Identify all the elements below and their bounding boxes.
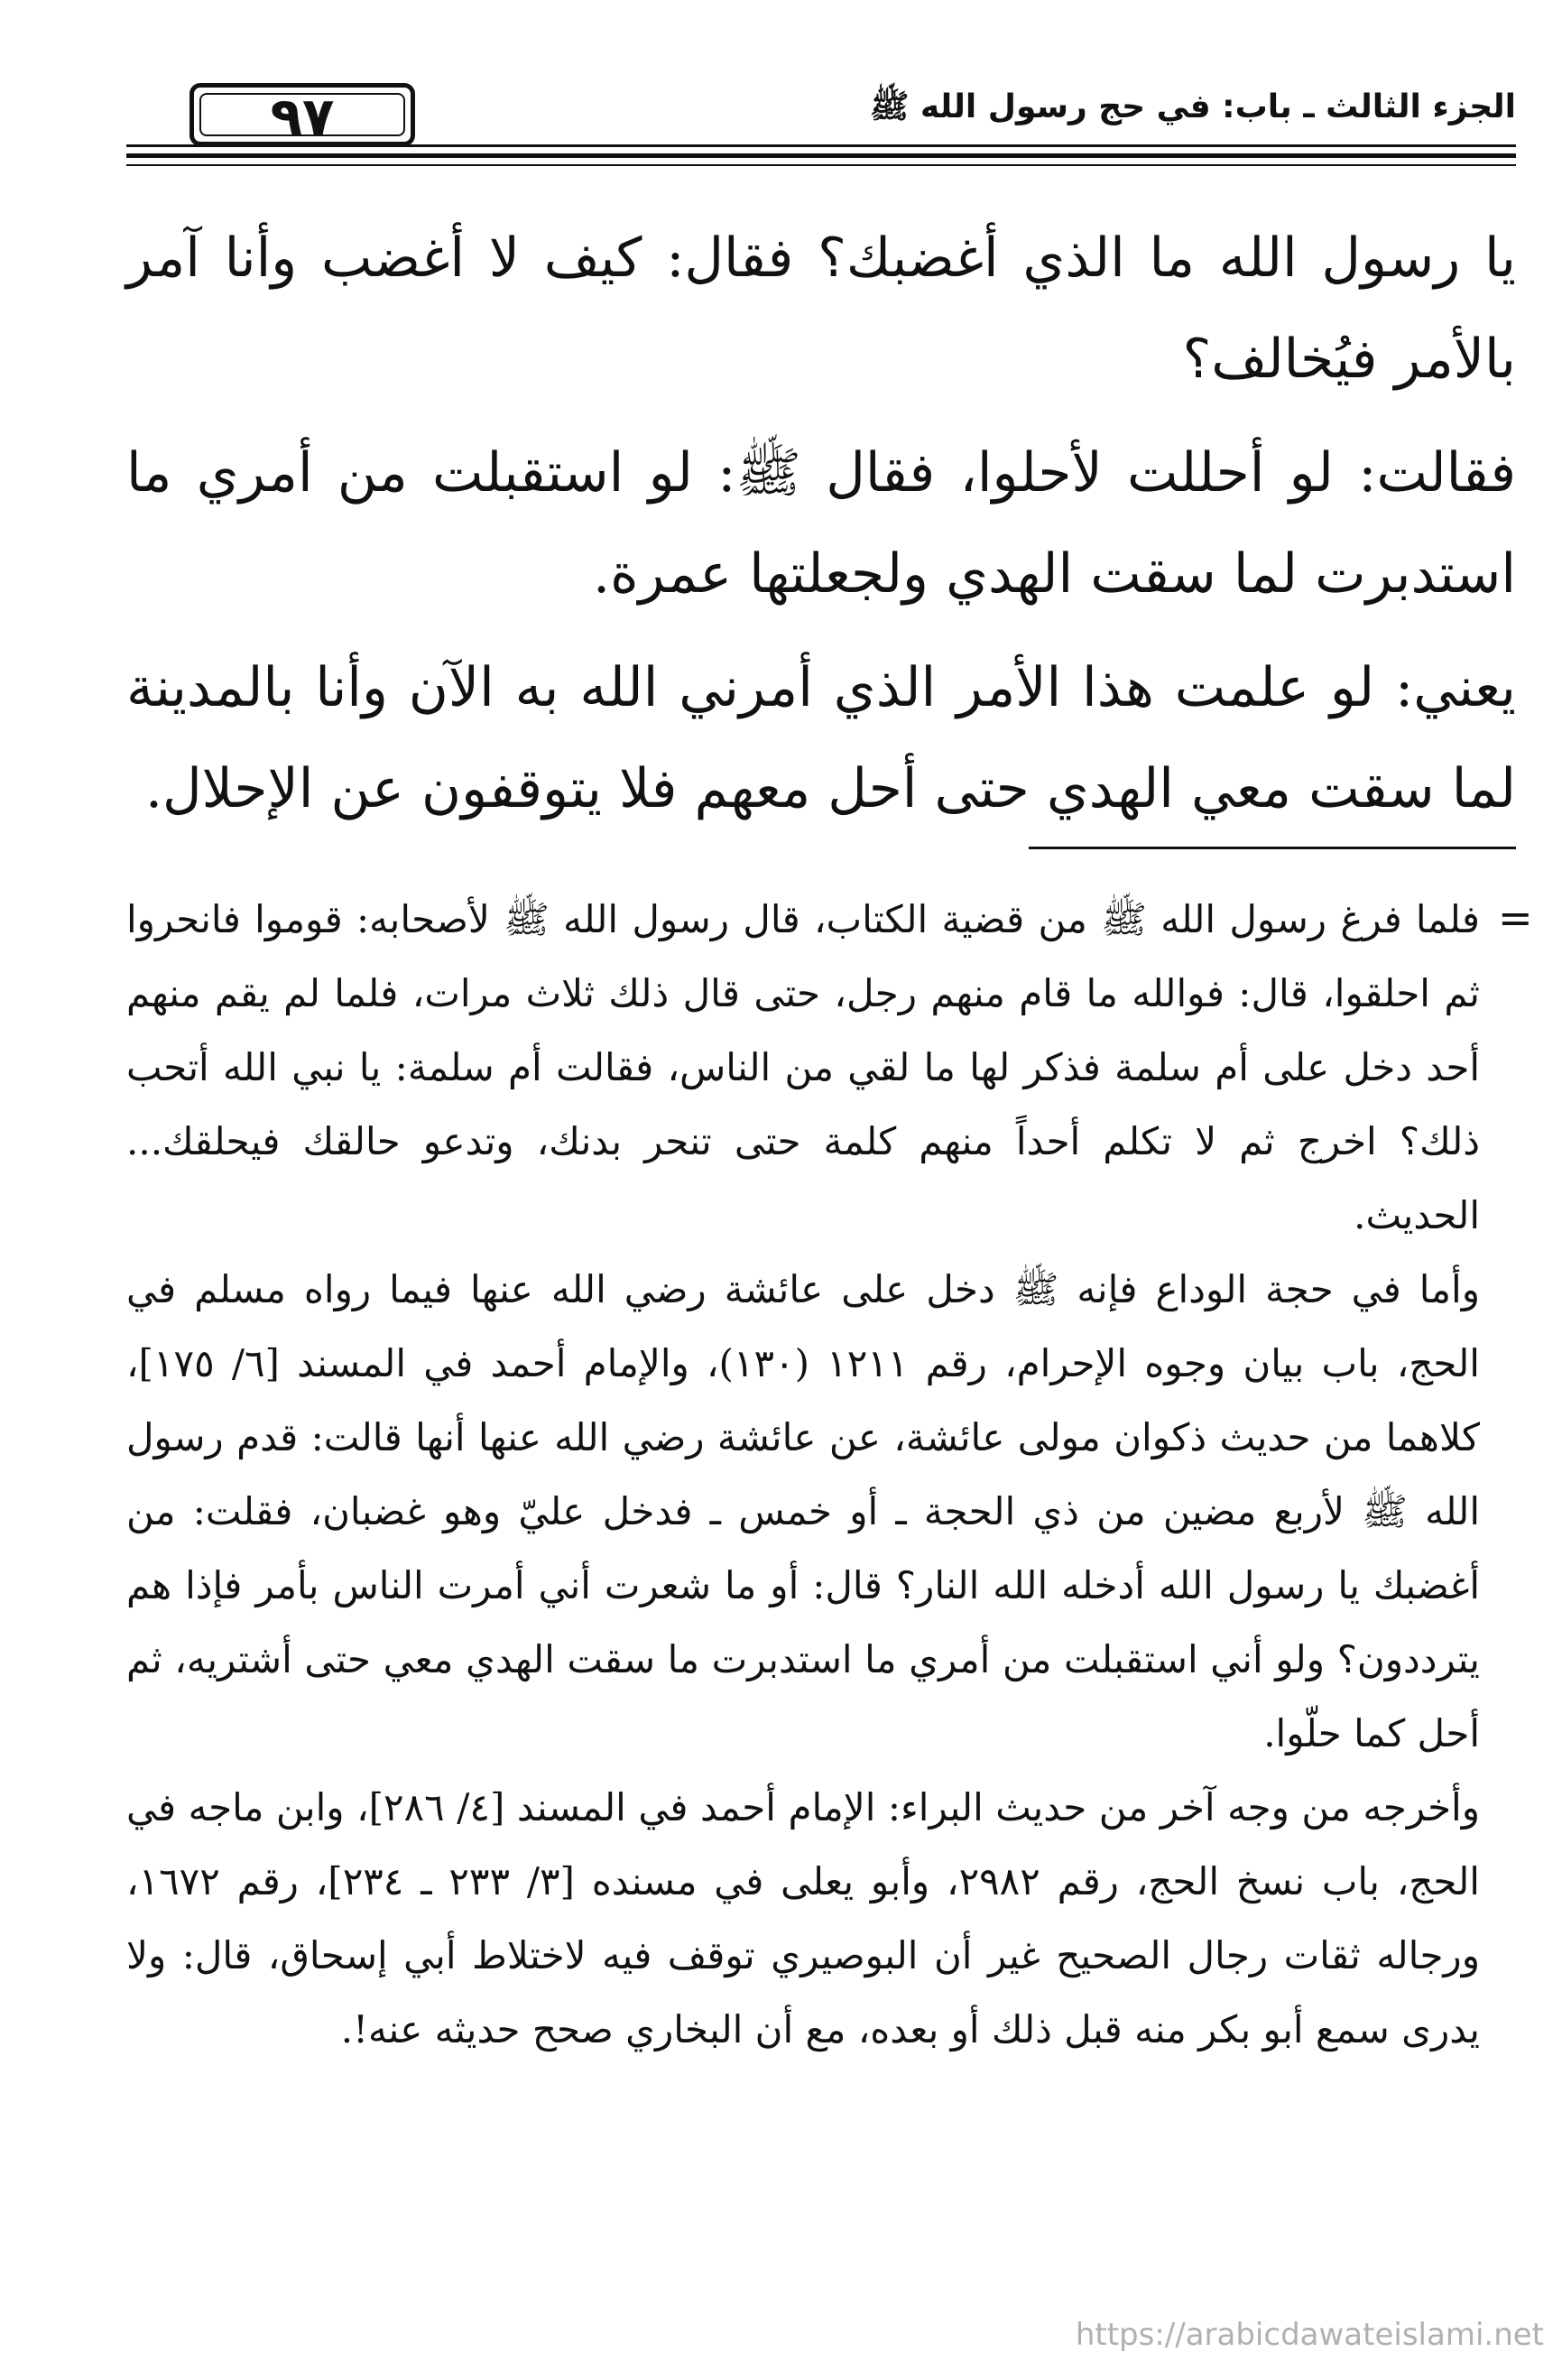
main-paragraph: يا رسول الله ما الذي أغضبك؟ فقال: كيف لا أغضب وأنا آمر بالأمر فيُخالف؟ — [126, 227, 1516, 391]
page-number: ٩٧ — [270, 86, 335, 147]
footnote-continuation-marker: = — [1498, 894, 1533, 942]
running-title: الجزء الثالث ـ باب: في حج رسول الله ﷺ — [869, 88, 1516, 125]
watermark: https://arabicdawateislami.net — [1075, 2317, 1544, 2353]
footnotes — [126, 883, 1480, 2067]
page-header — [126, 60, 1516, 159]
main-paragraph: يعني: لو علمت هذا الأمر الذي أمرني الله به الآن وأنا بالمدينة لما سقت معي الهدي حتى أحل معهم فلا يتوقفون عن الإحلال. — [126, 656, 1516, 820]
main-text — [126, 208, 1516, 852]
header-rule — [126, 144, 1516, 147]
header-rule — [126, 164, 1516, 166]
footnote-paragraph: وأما في حجة الوداع فإنه ﷺ دخل على عائشة رضي الله عنها فيما رواه مسلم في الحج، باب بيان وجوه الإحرام، رقم ١٢١١ (١٣٠)، والإمام أحمد في المسند [٦/ ١٧٥]، كلاهما من حديث ذكوان مولى عائشة، عن عائشة رضي الله عنها أنها قالت: قدم رسول الله ﷺ لأربع مضين من ذي الحجة ـ أو خمس ـ فدخل عليّ وهو غضبان، فقلت: من أغضبك يا رسول الله أدخله الله النار؟ قال: أو ما شعرت أني أمرت الناس بأمر فإذا هم يترددون؟ ولو أني استقبلت من أمري ما استدبرت ما سقت الهدي معي حتى أشتريه، ثم أحل كما حلّوا. — [126, 1267, 1480, 1755]
main-paragraph: فقالت: لو أحللت لأحلوا، فقال ﷺ: لو استقبلت من أمري ما استدبرت لما سقت الهدي ولجعلتها عمرة. — [126, 441, 1516, 606]
footnote-paragraph: وأخرجه من وجه آخر من حديث البراء: الإمام أحمد في المسند [٤/ ٢٨٦]، وابن ماجه في الحج، باب نسخ الحج، رقم ٢٩٨٢، وأبو يعلى في مسنده [٣/ ٢٣٣ ـ ٢٣٤]، رقم ١٦٧٢، ورجاله ثقات رجال الصحيح غير أن البوصيري توقف فيه لاختلاط أبي إسحاق، قال: ولا يدرى سمع أبو بكر منه قبل ذلك أو بعده، مع أن البخاري صحح حديثه عنه!. — [126, 1785, 1480, 2051]
footnote-separator — [1029, 847, 1516, 849]
page-number-box — [189, 83, 415, 146]
footnote-paragraph: فلما فرغ رسول الله ﷺ من قضية الكتاب، قال رسول الله ﷺ لأصحابه: قوموا فانحروا ثم احلقوا، قال: فوالله ما قام منهم رجل، حتى قال ذلك ثلاث مرات، فلما لم يقم منهم أحد دخل على أم سلمة فذكر لها ما لقي من الناس، فقالت أم سلمة: يا نبي الله أتحب ذلك؟ اخرج ثم لا تكلم أحداً منهم كلمة حتى تنحر بدنك، وتدعو حالقك فيحلقك... الحديث. — [126, 897, 1480, 1237]
header-rule — [126, 153, 1516, 158]
